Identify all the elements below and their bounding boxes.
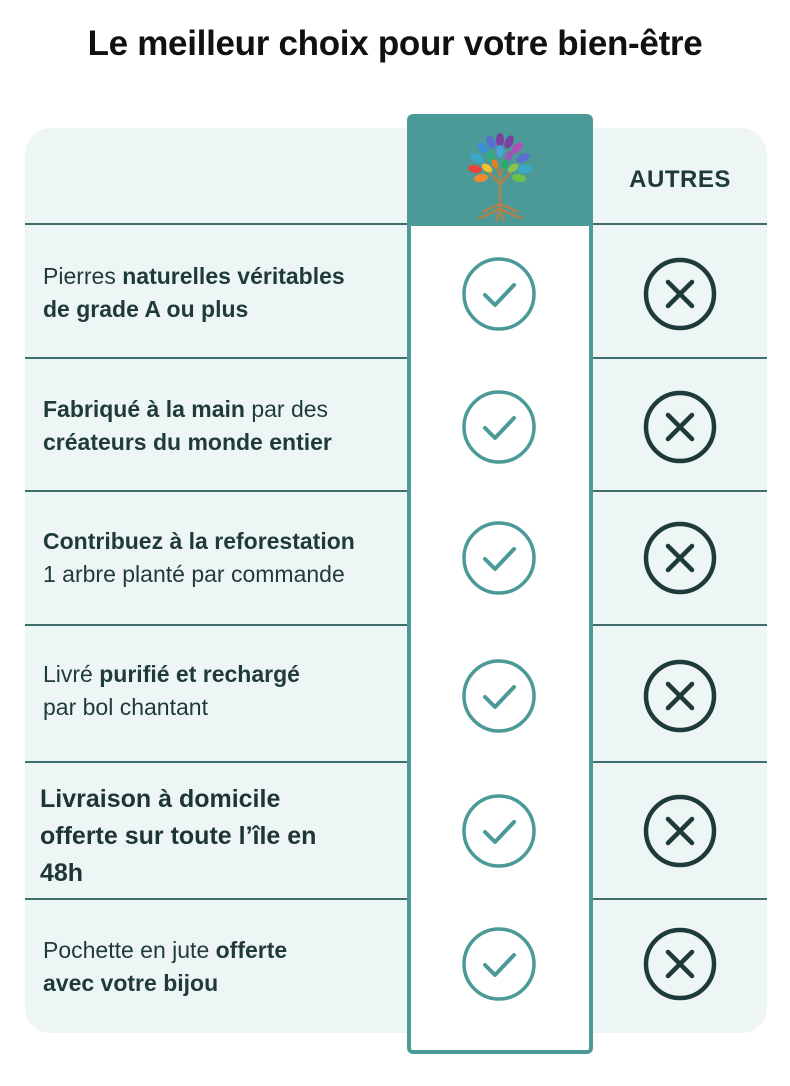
feature-label-part: par des bbox=[244, 396, 329, 422]
feature-label-part: créateurs du monde entier bbox=[43, 429, 332, 455]
feature-label bbox=[43, 525, 403, 591]
feature-label bbox=[43, 658, 403, 724]
feature-label-part: 1 arbre planté par commande bbox=[43, 561, 345, 587]
feature-label-part: avec votre bijou bbox=[43, 970, 219, 996]
check-icon bbox=[461, 658, 537, 734]
feature-label-part: Pierres bbox=[43, 263, 123, 289]
feature-label-part: Fabriqué à la main bbox=[43, 396, 245, 422]
feature-label-part: Contribuez à la reforestation bbox=[43, 528, 355, 554]
check-icon bbox=[461, 256, 537, 332]
feature-label-part: de grade A ou plus bbox=[43, 296, 249, 322]
feature-label bbox=[43, 393, 403, 459]
cross-icon bbox=[642, 520, 718, 596]
tree-of-life-logo bbox=[411, 118, 589, 226]
feature-label-part: offerte bbox=[215, 937, 288, 963]
cross-icon bbox=[642, 389, 718, 465]
feature-label-part: offerte sur toute l’île en bbox=[40, 822, 317, 850]
check-icon bbox=[461, 389, 537, 465]
feature-label-part: Livré bbox=[43, 661, 100, 687]
feature-label bbox=[43, 934, 403, 1000]
feature-label-part: Livraison à domicile bbox=[40, 785, 281, 813]
check-icon bbox=[461, 793, 537, 869]
cross-icon bbox=[642, 926, 718, 1002]
feature-label-part: naturelles véritables bbox=[122, 263, 345, 289]
page-title: Le meilleur choix pour votre bien-être bbox=[87, 24, 703, 63]
cross-icon bbox=[642, 256, 718, 332]
feature-label-part: par bol chantant bbox=[43, 694, 208, 720]
feature-label bbox=[40, 781, 400, 892]
cross-icon bbox=[642, 793, 718, 869]
feature-label-part: purifié et rechargé bbox=[99, 661, 300, 687]
feature-label bbox=[43, 260, 403, 326]
feature-label-part: Pochette en jute bbox=[43, 937, 216, 963]
cross-icon bbox=[642, 658, 718, 734]
check-icon bbox=[461, 926, 537, 1002]
feature-label-part: 48h bbox=[40, 859, 84, 887]
others-column-header: AUTRES bbox=[629, 166, 731, 193]
check-icon bbox=[461, 520, 537, 596]
brand-column-header bbox=[411, 118, 589, 226]
